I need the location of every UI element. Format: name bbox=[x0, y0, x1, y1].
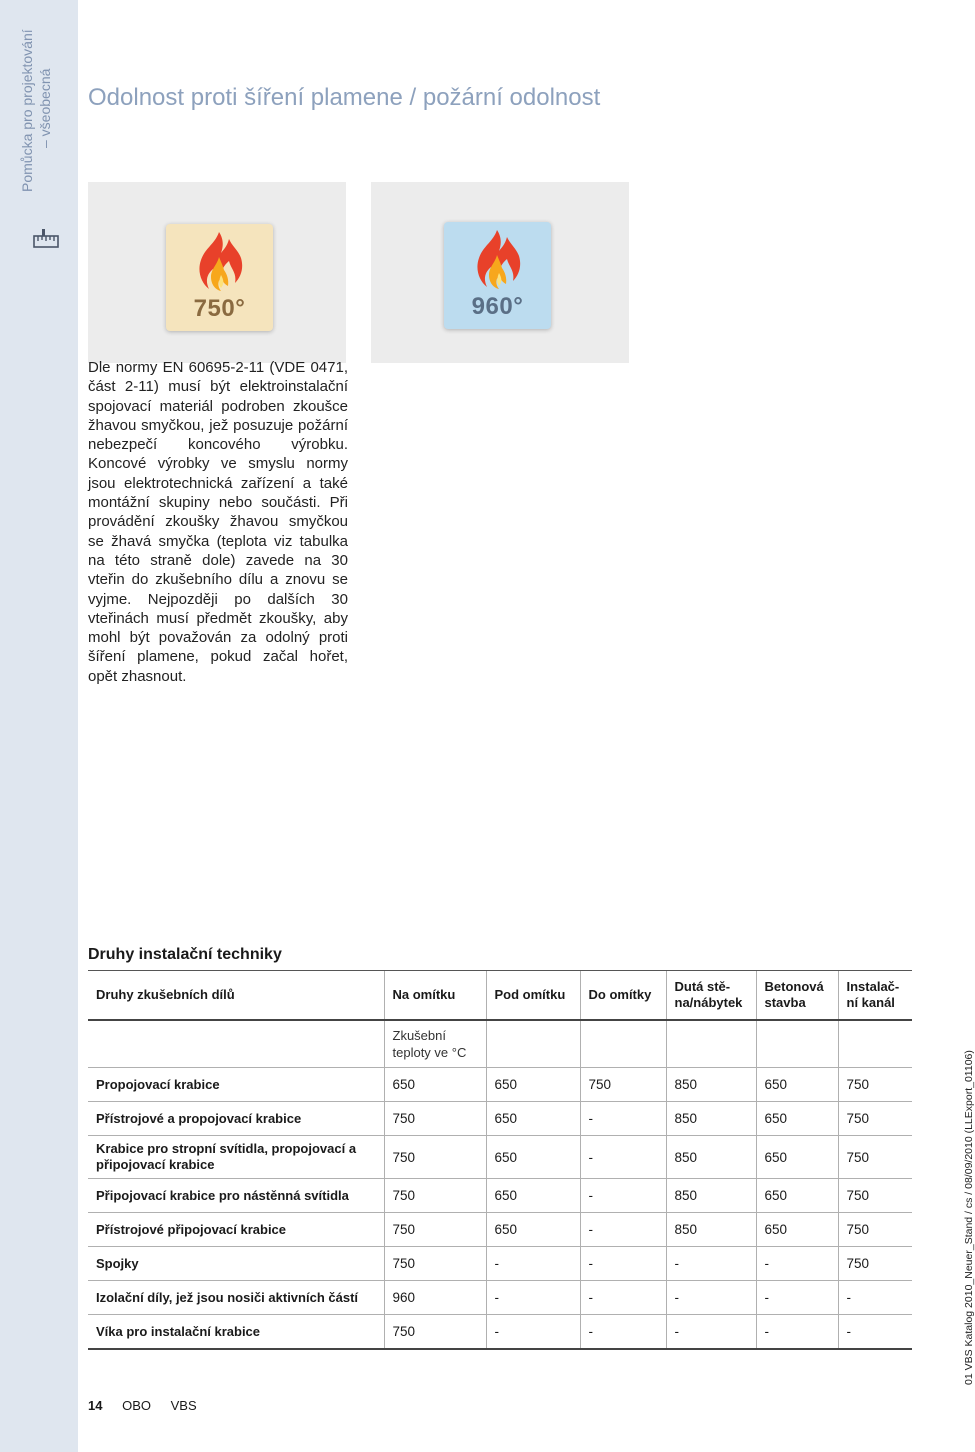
row-label: Spojky bbox=[88, 1247, 384, 1281]
table-row bbox=[88, 1179, 912, 1213]
table-cell: 750 bbox=[384, 1136, 486, 1179]
table-cell: 850 bbox=[666, 1102, 756, 1136]
table-cell bbox=[756, 1020, 838, 1068]
row-label: Izolační díly, jež jsou nosiči aktivních částí bbox=[88, 1281, 384, 1315]
column-header: Na omítku bbox=[384, 971, 486, 1021]
row-label: Víka pro instalační krabice bbox=[88, 1315, 384, 1350]
table-cell: - bbox=[756, 1247, 838, 1281]
unit-line2: teploty ve °C bbox=[392, 1045, 467, 1060]
column-header: Instalač-ní kanál bbox=[838, 971, 912, 1021]
table-cell: 750 bbox=[838, 1102, 912, 1136]
table-cell: 650 bbox=[486, 1136, 580, 1179]
table-cell: 750 bbox=[838, 1179, 912, 1213]
table-cell: 750 bbox=[384, 1179, 486, 1213]
table-cell: 750 bbox=[384, 1102, 486, 1136]
table-cell: 850 bbox=[666, 1068, 756, 1102]
table-cell: 750 bbox=[384, 1213, 486, 1247]
row-label: Přístrojové a propojovací krabice bbox=[88, 1102, 384, 1136]
column-header: Do omítky bbox=[580, 971, 666, 1021]
table-cell: 750 bbox=[838, 1213, 912, 1247]
table-cell: - bbox=[580, 1247, 666, 1281]
column-header: Pod omítku bbox=[486, 971, 580, 1021]
table-cell: 750 bbox=[384, 1247, 486, 1281]
row-label: Propojovací krabice bbox=[88, 1068, 384, 1102]
table-cell: 650 bbox=[486, 1213, 580, 1247]
image-panel-960 bbox=[371, 182, 629, 363]
table-row bbox=[88, 1136, 912, 1179]
sidebar-label-line1: Pomůcka pro projektování bbox=[19, 29, 35, 192]
table-cell bbox=[580, 1020, 666, 1068]
footer-brand-vbs: VBS bbox=[170, 1398, 197, 1413]
unit-row bbox=[88, 1020, 912, 1068]
table-cell: - bbox=[756, 1281, 838, 1315]
table-cell: - bbox=[486, 1281, 580, 1315]
column-header: Betonová stavba bbox=[756, 971, 838, 1021]
table-cell bbox=[838, 1020, 912, 1068]
column-header: Dutá stě-na/nábytek bbox=[666, 971, 756, 1021]
table-cell: - bbox=[666, 1281, 756, 1315]
table-title: Druhy instalační techniky bbox=[88, 946, 282, 963]
table-cell: 650 bbox=[486, 1179, 580, 1213]
table-cell: - bbox=[666, 1315, 756, 1350]
measure-tools-icon bbox=[32, 228, 60, 250]
table-cell bbox=[666, 1020, 756, 1068]
table-cell: - bbox=[580, 1102, 666, 1136]
row-label: Připojovací krabice pro nástěnná svítidla bbox=[88, 1179, 384, 1213]
table-cell: - bbox=[666, 1247, 756, 1281]
table-row bbox=[88, 1247, 912, 1281]
temperature-badge-750 bbox=[166, 224, 273, 331]
flame-icon bbox=[466, 228, 528, 294]
unit-cell bbox=[384, 1020, 486, 1068]
table-cell: 750 bbox=[384, 1315, 486, 1350]
table-cell: 750 bbox=[580, 1068, 666, 1102]
table-cell: 650 bbox=[756, 1102, 838, 1136]
unit-line1: Zkušební bbox=[392, 1028, 446, 1043]
table-cell: 850 bbox=[666, 1136, 756, 1179]
page-title: Odolnost proti šíření plamene / požární odolnost bbox=[88, 84, 601, 111]
table-row bbox=[88, 1315, 912, 1350]
table-cell: - bbox=[486, 1315, 580, 1350]
table-cell: 650 bbox=[756, 1068, 838, 1102]
table-cell: - bbox=[580, 1315, 666, 1350]
badge-temperature-960: 960° bbox=[471, 293, 524, 320]
table-cell: 750 bbox=[838, 1068, 912, 1102]
table-cell: - bbox=[838, 1315, 912, 1350]
table-cell: - bbox=[580, 1179, 666, 1213]
table-row bbox=[88, 1068, 912, 1102]
table-cell: 650 bbox=[756, 1213, 838, 1247]
table-cell: - bbox=[580, 1213, 666, 1247]
table-cell: - bbox=[838, 1281, 912, 1315]
page-footer bbox=[88, 1398, 197, 1413]
table-cell: - bbox=[580, 1136, 666, 1179]
catalog-side-note: 01 VBS Katalog 2010_Neuer_Stand / cs / 08/09/2010 (LLExport_01106) bbox=[963, 1050, 975, 1385]
table-cell: 650 bbox=[756, 1136, 838, 1179]
table-cell: 650 bbox=[756, 1179, 838, 1213]
page-number: 14 bbox=[88, 1398, 103, 1413]
table-cell: - bbox=[580, 1281, 666, 1315]
table-row bbox=[88, 1281, 912, 1315]
table-cell: - bbox=[756, 1315, 838, 1350]
table-cell: 850 bbox=[666, 1179, 756, 1213]
table-cell: 960 bbox=[384, 1281, 486, 1315]
image-panel-750 bbox=[88, 182, 346, 363]
row-label: Krabice pro stropní svítidla, propojovací a připojovací krabice bbox=[88, 1136, 384, 1179]
temperature-badge-960 bbox=[444, 222, 551, 329]
temperature-table bbox=[88, 970, 912, 1350]
table-row bbox=[88, 1213, 912, 1247]
badge-temperature-750: 750° bbox=[193, 295, 246, 322]
table-header-row bbox=[88, 971, 912, 1021]
table-cell: 750 bbox=[838, 1136, 912, 1179]
table-row bbox=[88, 1102, 912, 1136]
column-header: Druhy zkušebních dílů bbox=[88, 971, 384, 1021]
sidebar bbox=[0, 0, 78, 1452]
table-cell: 750 bbox=[838, 1247, 912, 1281]
table-cell: - bbox=[486, 1247, 580, 1281]
body-paragraph: Dle normy EN 60695-2-11 (VDE 0471, část 2-11) musí být elektroinstalační spojovací materiál podroben zkoušce žhavou smyčkou, jež posuzuje požární nebezpečí koncového výrobku. Koncové výrobky ve smyslu normy jsou elektrotechnická zařízení a také montážní skupiny nebo součásti. Při provádění zkoušky žhavou smyčkou se žhavá smyčka (teplota viz tabulka na této straně dole) zavede na 30 vteřin do zkušebního dílu a znovu se vyjme. Nejpozději po dalších 30 vteřinách musí předmět zkoušky, aby mohl být považován za odolný proti šíření plamene, pokud začal hořet, opět zhasnout. bbox=[88, 359, 348, 685]
table-cell: 650 bbox=[384, 1068, 486, 1102]
table-cell: 650 bbox=[486, 1068, 580, 1102]
row-label: Přístrojové připojovací krabice bbox=[88, 1213, 384, 1247]
table-cell bbox=[486, 1020, 580, 1068]
sidebar-label-line2: – všeobecná bbox=[37, 68, 53, 148]
footer-brand-obo: OBO bbox=[122, 1398, 151, 1413]
table-cell: 850 bbox=[666, 1213, 756, 1247]
table-cell bbox=[88, 1020, 384, 1068]
sidebar-label bbox=[18, 29, 54, 192]
flame-icon bbox=[188, 230, 250, 296]
table-cell: 650 bbox=[486, 1102, 580, 1136]
